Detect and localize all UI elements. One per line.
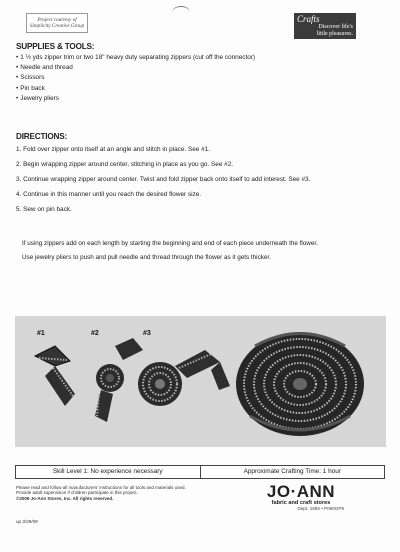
project-photo bbox=[15, 316, 386, 447]
courtesy-line2: Simplicity Creative Group bbox=[29, 23, 85, 29]
disclaimer-line2: Provide adult supervision if children participate in this project. bbox=[16, 490, 138, 496]
supply-item: • Pin back bbox=[16, 84, 255, 94]
joann-logo bbox=[254, 483, 348, 512]
finished-flower bbox=[236, 332, 364, 436]
supplies-heading: SUPPLIES & TOOLS: bbox=[16, 42, 95, 51]
disclaimer bbox=[16, 485, 186, 501]
courtesy-box bbox=[26, 13, 88, 33]
hang-hole bbox=[172, 6, 190, 19]
crafting-time: Approximate Crafting Time: 1 hour bbox=[200, 466, 385, 478]
skill-level: Skill Level 1: No experience necessary bbox=[52, 468, 163, 475]
disclaimer-line1: Please read and follow all manufacturers' instructions for all tools and materials used. bbox=[16, 485, 186, 490]
supply-item: • Jewelry pliers bbox=[16, 94, 255, 104]
supplies-list bbox=[16, 53, 255, 104]
note-pliers: Use jewelry pliers to push and pull needle and thread through the flower as it gets thicker. bbox=[22, 254, 271, 261]
supply-item: • Needle and thread bbox=[16, 63, 255, 73]
brand-tagline-1: Discover life's bbox=[318, 24, 353, 30]
photo-label-3: #3 bbox=[143, 330, 151, 337]
courtesy-line1: Project courtesy of bbox=[37, 17, 77, 23]
brand-name: Crafts bbox=[297, 14, 320, 24]
note-zippers: If using zippers add on each length by starting the beginning and end of each piece underneath the flower. bbox=[22, 240, 318, 247]
dept-code: Dept. 1955 • P090GP9 bbox=[297, 506, 344, 511]
direction-step: 4. Continue in this manner until you reach the desired flower size. bbox=[16, 191, 202, 198]
zipper-flower-illustration bbox=[15, 316, 386, 447]
direction-step: 1. Fold over zipper onto itself at an angle and stitch in place. See #1. bbox=[16, 146, 210, 153]
skill-time-bar bbox=[15, 465, 385, 479]
photo-label-1: #1 bbox=[37, 330, 45, 337]
supply-item: • Scissors bbox=[16, 73, 255, 83]
supply-item: • 1 ½ yds zipper trim or two 18" heavy duty separating zippers (cut off the connector) bbox=[16, 53, 255, 63]
direction-step: 2. Begin wrapping zipper around center, stitching in place as you go. See #2. bbox=[16, 161, 234, 168]
directions-list bbox=[16, 142, 310, 217]
directions-heading: DIRECTIONS: bbox=[16, 132, 68, 141]
direction-step: 5. Sew on pin back. bbox=[16, 206, 72, 213]
brand-badge bbox=[294, 13, 356, 39]
direction-step: 3. Continue wrapping zipper around center. Twist and fold zipper back onto itself to add interest. See #3. bbox=[16, 176, 311, 183]
logo-wordmark: JO·ANN bbox=[266, 482, 336, 501]
revision-code: up 3/29/09 bbox=[16, 519, 38, 524]
copyright: ©2009 Jo-Ann Stores, Inc. All rights reserved. bbox=[16, 495, 114, 501]
brand-tagline-2: little pleasures. bbox=[316, 30, 353, 37]
photo-label-2: #2 bbox=[91, 330, 99, 337]
logo-tagline: fabric and craft stores bbox=[271, 500, 331, 506]
